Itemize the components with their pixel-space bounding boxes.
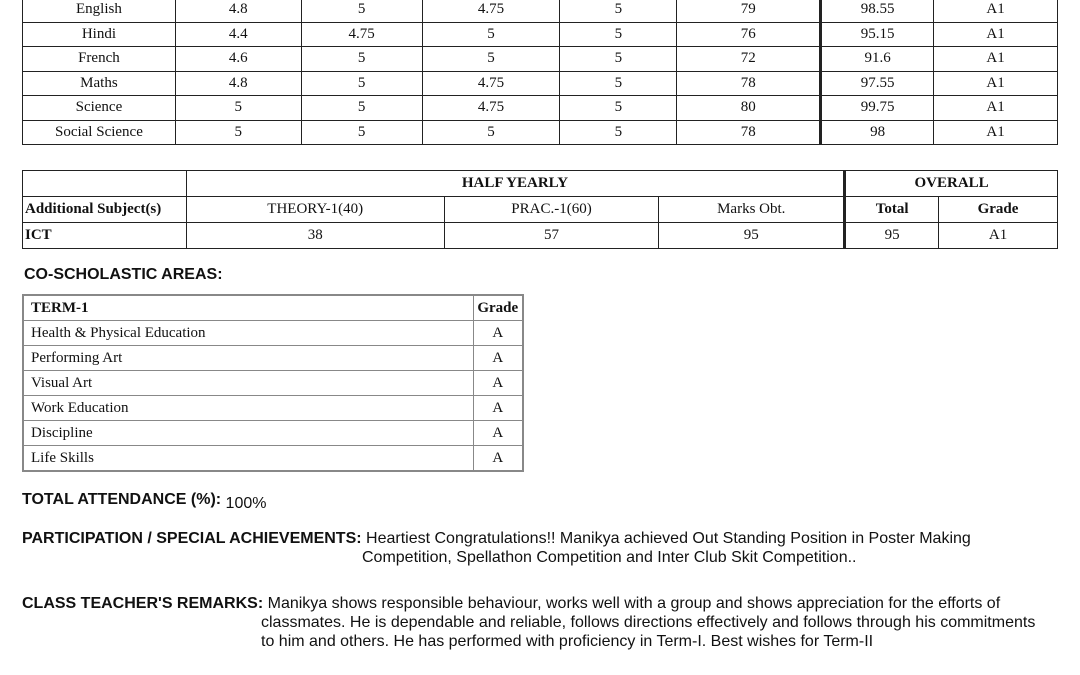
table-row xyxy=(23,223,1058,249)
subject-name: Hindi xyxy=(23,22,176,47)
area-name: Visual Art xyxy=(23,371,473,396)
mark-value: 5 xyxy=(560,120,677,145)
table-row xyxy=(23,446,523,472)
grade-value: A1 xyxy=(934,96,1058,121)
table-row xyxy=(23,0,1058,22)
mark-value: 4.4 xyxy=(175,22,301,47)
term-header: TERM-1 xyxy=(23,295,473,321)
mark-value: 5 xyxy=(560,96,677,121)
mark-value: 72 xyxy=(677,47,821,72)
mark-value: 5 xyxy=(175,120,301,145)
mark-value: 4.75 xyxy=(422,0,560,22)
total-value: 98.55 xyxy=(821,0,934,22)
area-name: Work Education xyxy=(23,396,473,421)
mark-value: 79 xyxy=(677,0,821,22)
subject-name: Science xyxy=(23,96,176,121)
table-row xyxy=(23,396,523,421)
table-row xyxy=(23,321,523,346)
mark-value: 5 xyxy=(301,71,422,96)
grade-value: A xyxy=(473,346,523,371)
total-header: Total xyxy=(845,197,939,223)
remarks-line-3: to him and others. He has performed with proficiency in Term-I. Best wishes for Term-II xyxy=(261,633,874,650)
grade-header: Grade xyxy=(473,295,523,321)
theory-value: 38 xyxy=(186,223,444,249)
subject-name: English xyxy=(23,0,176,22)
mark-value: 5 xyxy=(560,47,677,72)
mark-value: 76 xyxy=(677,22,821,47)
mark-value: 5 xyxy=(301,120,422,145)
subject-name: French xyxy=(23,47,176,72)
mark-value: 78 xyxy=(677,71,821,96)
attendance-label: TOTAL ATTENDANCE (%): xyxy=(22,491,222,508)
overall-header: OVERALL xyxy=(845,171,1058,197)
grade-value: A xyxy=(473,446,523,472)
mark-value: 5 xyxy=(175,96,301,121)
mark-value: 5 xyxy=(560,22,677,47)
mark-value: 5 xyxy=(301,96,422,121)
mark-value: 5 xyxy=(560,71,677,96)
remarks-line-1: Manikya shows responsible behaviour, works well with a group and shows appreciation for the efforts of xyxy=(267,595,1001,612)
grade-value: A1 xyxy=(934,47,1058,72)
half-yearly-header: HALF YEARLY xyxy=(186,171,844,197)
grade-value: A xyxy=(473,321,523,346)
area-name: Performing Art xyxy=(23,346,473,371)
mark-value: 5 xyxy=(301,47,422,72)
grade-value: A1 xyxy=(934,120,1058,145)
area-name: Health & Physical Education xyxy=(23,321,473,346)
total-value: 91.6 xyxy=(821,47,934,72)
table-row xyxy=(23,71,1058,96)
participation-line-1: Heartiest Congratulations!! Manikya achieved Out Standing Position in Poster Making xyxy=(366,530,971,547)
table-row xyxy=(23,96,1058,121)
grade-value: A1 xyxy=(934,0,1058,22)
co-scholastic-heading: CO-SCHOLASTIC AREAS: xyxy=(24,266,223,283)
area-name: Discipline xyxy=(23,421,473,446)
mark-value: 4.8 xyxy=(175,71,301,96)
marks-obtained-header: Marks Obt. xyxy=(659,197,845,223)
table-row xyxy=(23,22,1058,47)
participation-line-2: Competition, Spellathon Competition and Inter Club Skit Competition.. xyxy=(362,549,857,566)
total-value: 98 xyxy=(821,120,934,145)
table-row xyxy=(23,47,1058,72)
marks-value: 95 xyxy=(659,223,845,249)
mark-value: 5 xyxy=(422,120,560,145)
mark-value: 80 xyxy=(677,96,821,121)
mark-value: 4.8 xyxy=(175,0,301,22)
table-row xyxy=(23,120,1058,145)
scholastic-table xyxy=(22,0,1058,145)
mark-value: 5 xyxy=(301,0,422,22)
table-row xyxy=(23,346,523,371)
participation-block xyxy=(22,529,1072,567)
theory-header: THEORY-1(40) xyxy=(186,197,444,223)
co-scholastic-table xyxy=(22,294,524,472)
grade-value: A xyxy=(473,421,523,446)
attendance-line xyxy=(22,491,267,512)
subject-name: Maths xyxy=(23,71,176,96)
remarks-block xyxy=(22,594,1078,651)
grade-value: A xyxy=(473,396,523,421)
total-value: 97.55 xyxy=(821,71,934,96)
mark-value: 4.75 xyxy=(301,22,422,47)
mark-value: 5 xyxy=(560,0,677,22)
table-row xyxy=(23,421,523,446)
grade-value: A xyxy=(473,371,523,396)
area-name: Life Skills xyxy=(23,446,473,472)
prac-value: 57 xyxy=(444,223,659,249)
table-row xyxy=(23,371,523,396)
prac-header: PRAC.-1(60) xyxy=(444,197,659,223)
mark-value: 5 xyxy=(422,47,560,72)
grade-value: A1 xyxy=(934,71,1058,96)
mark-value: 4.75 xyxy=(422,71,560,96)
mark-value: 78 xyxy=(677,120,821,145)
total-value: 99.75 xyxy=(821,96,934,121)
subject-name: ICT xyxy=(23,223,187,249)
total-value: 95 xyxy=(845,223,939,249)
additional-subject-header: Additional Subject(s) xyxy=(23,197,187,223)
mark-value: 4.75 xyxy=(422,96,560,121)
remarks-line-2: classmates. He is dependable and reliable, follows directions effectively and follows through his commitments xyxy=(261,614,1036,631)
remarks-label: CLASS TEACHER'S REMARKS: xyxy=(22,595,264,612)
grade-value: A1 xyxy=(939,223,1058,249)
mark-value: 4.6 xyxy=(175,47,301,72)
grade-header: Grade xyxy=(939,197,1058,223)
attendance-value: 100% xyxy=(225,495,267,512)
grade-value: A1 xyxy=(934,22,1058,47)
mark-value: 5 xyxy=(422,22,560,47)
additional-subject-table xyxy=(22,170,1058,249)
subject-name: Social Science xyxy=(23,120,176,145)
blank-header-cell xyxy=(23,171,187,197)
total-value: 95.15 xyxy=(821,22,934,47)
participation-label: PARTICIPATION / SPECIAL ACHIEVEMENTS: xyxy=(22,530,362,547)
